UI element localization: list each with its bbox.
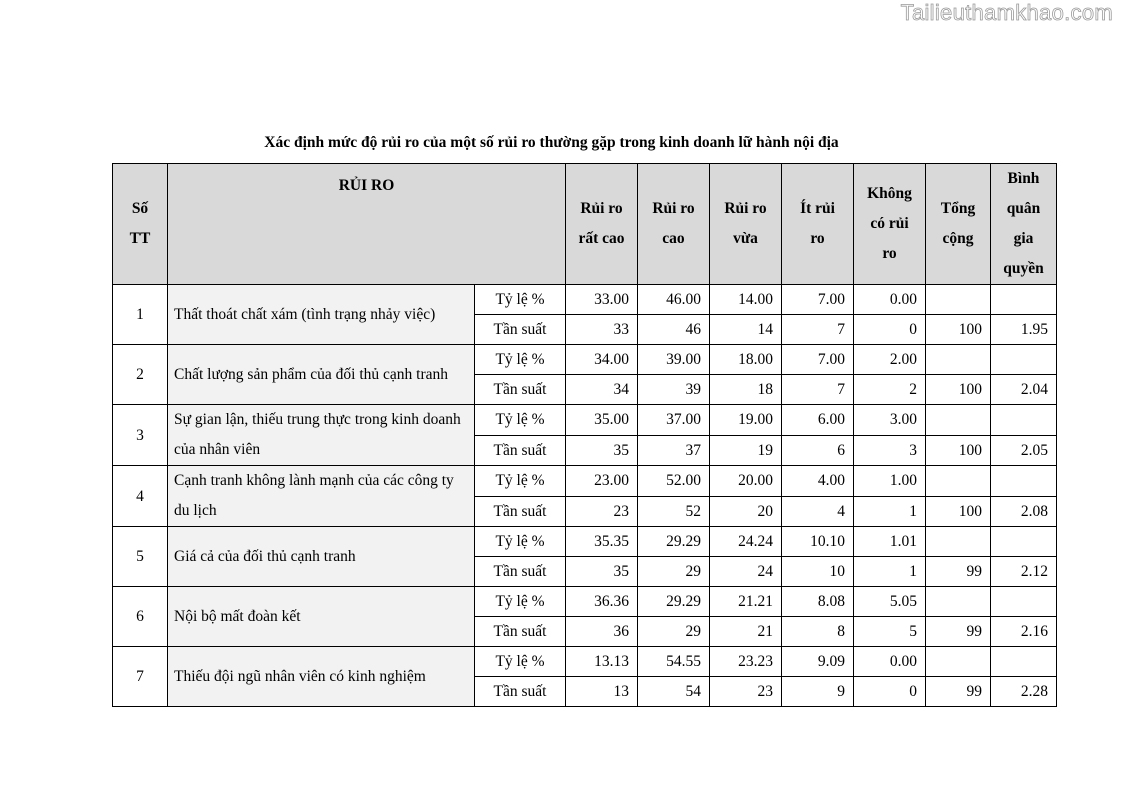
total-cell-empty bbox=[926, 345, 991, 375]
header-stt: Số TT bbox=[113, 164, 168, 285]
percent-cell: 0.00 bbox=[854, 285, 926, 315]
percent-cell: 18.00 bbox=[710, 345, 782, 375]
weighted-average-cell: 2.05 bbox=[991, 435, 1057, 466]
percent-cell: 0.00 bbox=[854, 647, 926, 677]
frequency-cell: 19 bbox=[710, 435, 782, 466]
percent-cell: 33.00 bbox=[566, 285, 638, 315]
frequency-cell: 1 bbox=[854, 557, 926, 587]
weighted-average-cell: 2.16 bbox=[991, 617, 1057, 647]
measure-label-percent: Tỷ lệ % bbox=[475, 527, 566, 557]
frequency-cell: 33 bbox=[566, 315, 638, 345]
table-row bbox=[113, 587, 1057, 617]
header-weighted-average: Bình quân gia quyền bbox=[991, 164, 1057, 285]
frequency-cell: 4 bbox=[782, 496, 854, 527]
risk-name: Thất thoát chất xám (tình trạng nhảy việc) bbox=[168, 285, 475, 345]
frequency-cell: 14 bbox=[710, 315, 782, 345]
total-cell: 99 bbox=[926, 617, 991, 647]
percent-cell: 23.00 bbox=[566, 466, 638, 497]
total-cell-empty bbox=[926, 466, 991, 497]
risk-name: Thiếu đội ngũ nhân viên có kinh nghiệm bbox=[168, 647, 475, 707]
frequency-cell: 29 bbox=[638, 617, 710, 647]
total-cell-empty bbox=[926, 405, 991, 436]
frequency-cell: 3 bbox=[854, 435, 926, 466]
risk-name: Sự gian lận, thiếu trung thực trong kinh doanh của nhân viên bbox=[168, 405, 475, 466]
percent-cell: 29.29 bbox=[638, 587, 710, 617]
frequency-cell: 35 bbox=[566, 435, 638, 466]
total-cell: 99 bbox=[926, 557, 991, 587]
average-cell-empty bbox=[991, 587, 1057, 617]
weighted-average-cell: 2.12 bbox=[991, 557, 1057, 587]
measure-label-percent: Tỷ lệ % bbox=[475, 647, 566, 677]
measure-label-percent: Tỷ lệ % bbox=[475, 466, 566, 497]
percent-cell: 2.00 bbox=[854, 345, 926, 375]
percent-cell: 7.00 bbox=[782, 285, 854, 315]
measure-label-frequency: Tần suất bbox=[475, 677, 566, 707]
table-row bbox=[113, 647, 1057, 677]
frequency-cell: 24 bbox=[710, 557, 782, 587]
average-cell-empty bbox=[991, 345, 1057, 375]
percent-cell: 37.00 bbox=[638, 405, 710, 436]
weighted-average-cell: 1.95 bbox=[991, 315, 1057, 345]
percent-cell: 23.23 bbox=[710, 647, 782, 677]
measure-label-percent: Tỷ lệ % bbox=[475, 345, 566, 375]
row-number: 4 bbox=[113, 466, 168, 527]
measure-label-frequency: Tần suất bbox=[475, 375, 566, 405]
measure-label-frequency: Tần suất bbox=[475, 617, 566, 647]
percent-cell: 1.01 bbox=[854, 527, 926, 557]
row-number: 1 bbox=[113, 285, 168, 345]
total-cell-empty bbox=[926, 285, 991, 315]
percent-cell: 34.00 bbox=[566, 345, 638, 375]
frequency-cell: 5 bbox=[854, 617, 926, 647]
average-cell-empty bbox=[991, 527, 1057, 557]
frequency-cell: 0 bbox=[854, 315, 926, 345]
frequency-cell: 1 bbox=[854, 496, 926, 527]
frequency-cell: 39 bbox=[638, 375, 710, 405]
percent-cell: 24.24 bbox=[710, 527, 782, 557]
header-row bbox=[113, 164, 1057, 285]
risk-name: Cạnh tranh không lành mạnh của các công ty du lịch bbox=[168, 466, 475, 527]
total-cell-empty bbox=[926, 527, 991, 557]
percent-cell: 20.00 bbox=[710, 466, 782, 497]
frequency-cell: 20 bbox=[710, 496, 782, 527]
frequency-cell: 21 bbox=[710, 617, 782, 647]
header-level-very-high: Rủi ro rất cao bbox=[566, 164, 638, 285]
frequency-cell: 18 bbox=[710, 375, 782, 405]
percent-cell: 1.00 bbox=[854, 466, 926, 497]
table-row bbox=[113, 466, 1057, 497]
header-level-high: Rủi ro cao bbox=[638, 164, 710, 285]
percent-cell: 19.00 bbox=[710, 405, 782, 436]
weighted-average-cell: 2.04 bbox=[991, 375, 1057, 405]
frequency-cell: 0 bbox=[854, 677, 926, 707]
frequency-cell: 9 bbox=[782, 677, 854, 707]
risk-table bbox=[112, 163, 1057, 707]
row-number: 2 bbox=[113, 345, 168, 405]
row-number: 3 bbox=[113, 405, 168, 466]
percent-cell: 35.35 bbox=[566, 527, 638, 557]
measure-label-percent: Tỷ lệ % bbox=[475, 405, 566, 436]
header-level-low: Ít rủi ro bbox=[782, 164, 854, 285]
total-cell: 100 bbox=[926, 315, 991, 345]
weighted-average-cell: 2.28 bbox=[991, 677, 1057, 707]
total-cell-empty bbox=[926, 587, 991, 617]
frequency-cell: 10 bbox=[782, 557, 854, 587]
weighted-average-cell: 2.08 bbox=[991, 496, 1057, 527]
frequency-cell: 7 bbox=[782, 375, 854, 405]
frequency-cell: 23 bbox=[710, 677, 782, 707]
percent-cell: 36.36 bbox=[566, 587, 638, 617]
table-row bbox=[113, 285, 1057, 315]
total-cell: 100 bbox=[926, 496, 991, 527]
table-row bbox=[113, 527, 1057, 557]
average-cell-empty bbox=[991, 405, 1057, 436]
measure-label-frequency: Tần suất bbox=[475, 557, 566, 587]
frequency-cell: 7 bbox=[782, 315, 854, 345]
row-number: 7 bbox=[113, 647, 168, 707]
watermark: Tailieuthamkhao.com bbox=[900, 0, 1113, 25]
table-title: Xác định mức độ rủi ro của một số rủi ro thường gặp trong kinh doanh lữ hành nội địa bbox=[264, 134, 839, 151]
measure-label-frequency: Tần suất bbox=[475, 496, 566, 527]
row-number: 6 bbox=[113, 587, 168, 647]
average-cell-empty bbox=[991, 466, 1057, 497]
percent-cell: 4.00 bbox=[782, 466, 854, 497]
percent-cell: 46.00 bbox=[638, 285, 710, 315]
percent-cell: 29.29 bbox=[638, 527, 710, 557]
frequency-cell: 13 bbox=[566, 677, 638, 707]
percent-cell: 54.55 bbox=[638, 647, 710, 677]
header-risk: RỦI RO bbox=[168, 164, 566, 285]
risk-name: Giá cả của đối thủ cạnh tranh bbox=[168, 527, 475, 587]
average-cell-empty bbox=[991, 647, 1057, 677]
header-total: Tổng cộng bbox=[926, 164, 991, 285]
percent-cell: 5.05 bbox=[854, 587, 926, 617]
measure-label-frequency: Tần suất bbox=[475, 435, 566, 466]
percent-cell: 14.00 bbox=[710, 285, 782, 315]
percent-cell: 6.00 bbox=[782, 405, 854, 436]
frequency-cell: 2 bbox=[854, 375, 926, 405]
total-cell: 100 bbox=[926, 435, 991, 466]
average-cell-empty bbox=[991, 285, 1057, 315]
percent-cell: 52.00 bbox=[638, 466, 710, 497]
frequency-cell: 23 bbox=[566, 496, 638, 527]
frequency-cell: 34 bbox=[566, 375, 638, 405]
table-row bbox=[113, 345, 1057, 375]
percent-cell: 35.00 bbox=[566, 405, 638, 436]
frequency-cell: 46 bbox=[638, 315, 710, 345]
percent-cell: 7.00 bbox=[782, 345, 854, 375]
measure-label-percent: Tỷ lệ % bbox=[475, 587, 566, 617]
percent-cell: 10.10 bbox=[782, 527, 854, 557]
risk-name: Nội bộ mất đoàn kết bbox=[168, 587, 475, 647]
frequency-cell: 52 bbox=[638, 496, 710, 527]
percent-cell: 21.21 bbox=[710, 587, 782, 617]
measure-label-frequency: Tần suất bbox=[475, 315, 566, 345]
frequency-cell: 37 bbox=[638, 435, 710, 466]
frequency-cell: 8 bbox=[782, 617, 854, 647]
measure-label-percent: Tỷ lệ % bbox=[475, 285, 566, 315]
table-row bbox=[113, 405, 1057, 436]
frequency-cell: 36 bbox=[566, 617, 638, 647]
row-number: 5 bbox=[113, 527, 168, 587]
frequency-cell: 54 bbox=[638, 677, 710, 707]
total-cell-empty bbox=[926, 647, 991, 677]
percent-cell: 13.13 bbox=[566, 647, 638, 677]
percent-cell: 9.09 bbox=[782, 647, 854, 677]
percent-cell: 39.00 bbox=[638, 345, 710, 375]
percent-cell: 3.00 bbox=[854, 405, 926, 436]
percent-cell: 8.08 bbox=[782, 587, 854, 617]
frequency-cell: 6 bbox=[782, 435, 854, 466]
frequency-cell: 29 bbox=[638, 557, 710, 587]
risk-name: Chất lượng sản phẩm của đối thủ cạnh tranh bbox=[168, 345, 475, 405]
total-cell: 100 bbox=[926, 375, 991, 405]
header-level-medium: Rủi ro vừa bbox=[710, 164, 782, 285]
total-cell: 99 bbox=[926, 677, 991, 707]
frequency-cell: 35 bbox=[566, 557, 638, 587]
header-level-none: Không có rủi ro bbox=[854, 164, 926, 285]
